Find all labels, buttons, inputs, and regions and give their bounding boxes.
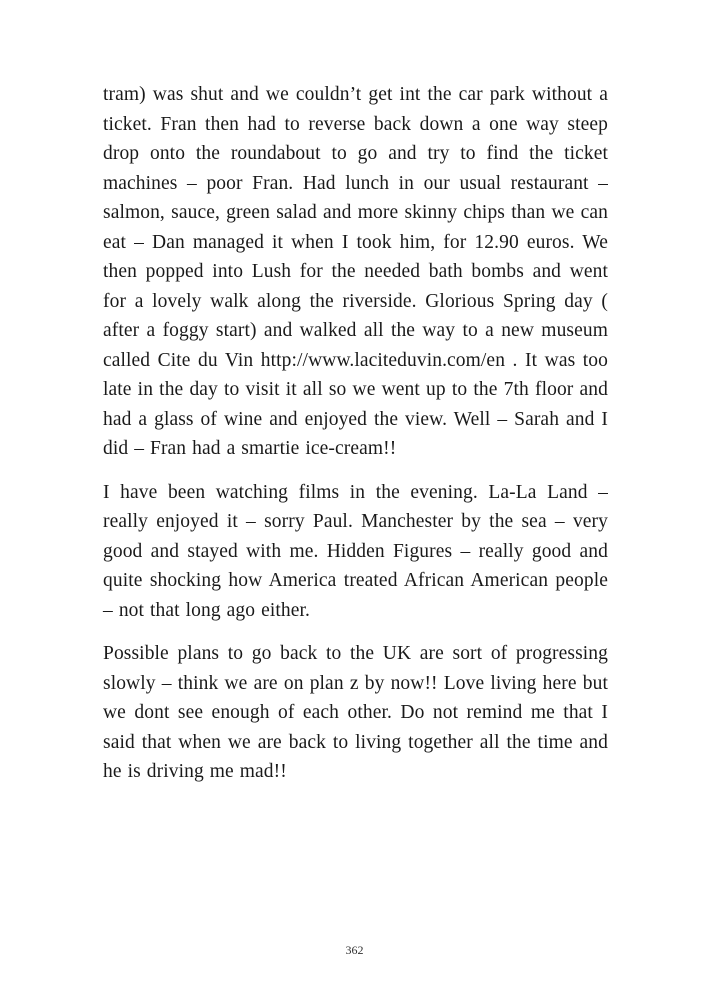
body-paragraph: Possible plans to go back to the UK are sort of progressing slowly – think we are on plan z by now!! Love living here but we dont see enough of each other. Do not remind me that I said that when we are back to living together all the time and he is driving me mad!! xyxy=(103,643,608,782)
body-paragraph: tram) was shut and we couldn’t get int the car park without a ticket. Fran then had to reverse back down a one way steep drop onto the roundabout to go and try to find the ticket machines – poor Fran. Had lunch in our usual restaurant – salmon, sauce, green salad and more skinny chips than we can eat – Dan managed it when I took him, for 12.90 euros. We then popped into Lush for the needed bath bombs and went for a lovely walk along the riverside. Glorious Spring day ( after a foggy start) and walked all the way to a new museum called Cite du Vin http://www.laciteduvin.com/en . It was too late in the day to visit it all so we went up to the 7th floor and had a glass of wine and enjoyed the view. Well – Sarah and I did – Fran had a smartie ice-cream!! xyxy=(103,84,608,459)
page-number: 362 xyxy=(345,943,364,957)
body-paragraph: I have been watching films in the evening. La-La Land – really enjoyed it – sorry Paul. Manchester by the sea – very good and stayed with me. Hidden Figures – really good and quite shocking how America treated African American people – not that long ago either. xyxy=(103,481,608,621)
page-content xyxy=(103,80,608,787)
